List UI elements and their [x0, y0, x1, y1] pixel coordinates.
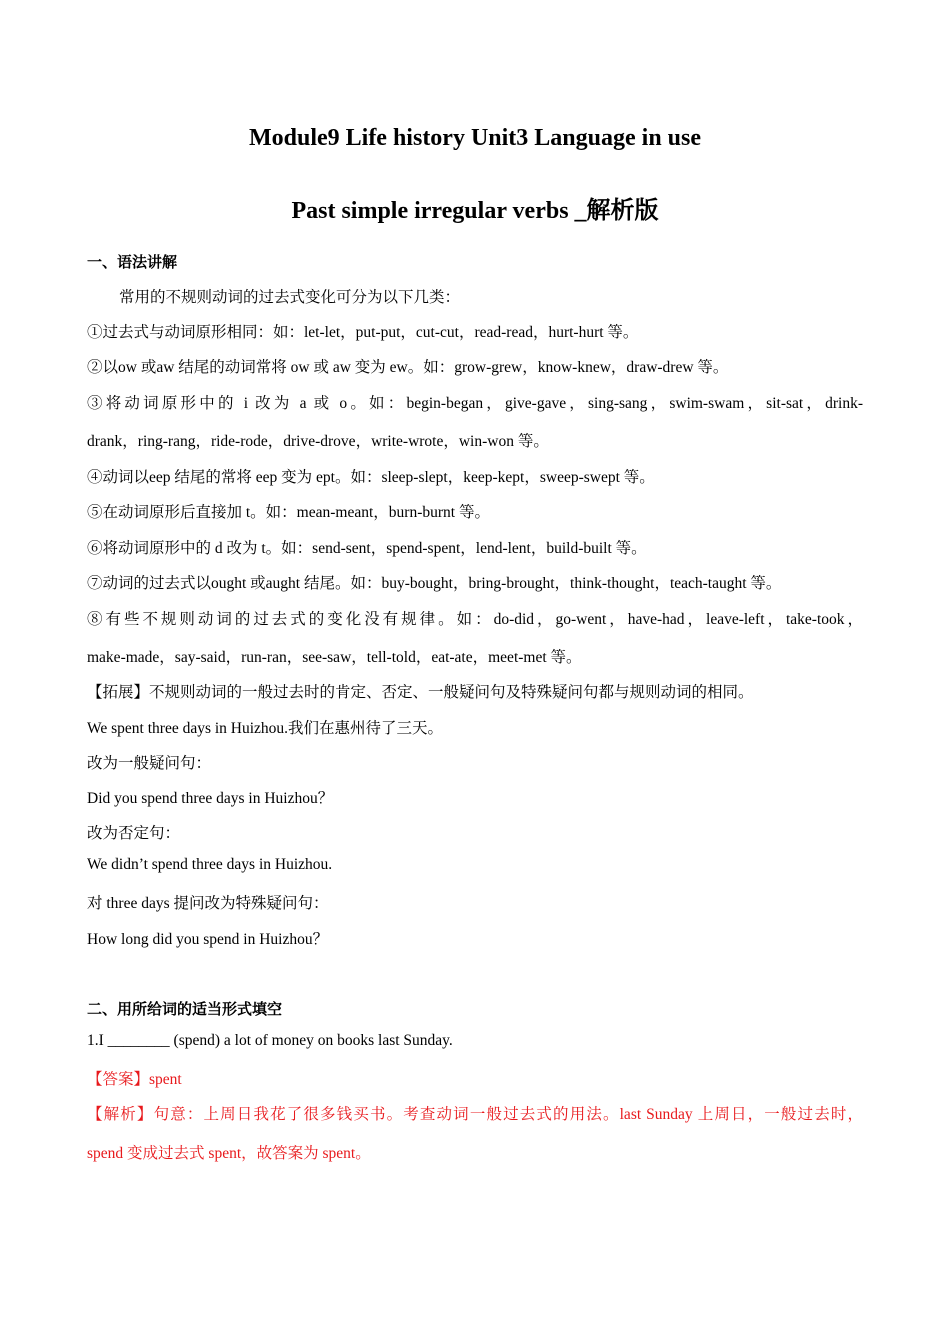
negative-sentence: We didn’t spend three days in Huizhou.	[87, 856, 333, 873]
section-heading-exercise: 二、用所给词的适当形式填空	[87, 1000, 283, 1018]
example-sentence: We spent three days in Huizhou.我们在惠州待了三天。	[87, 720, 444, 737]
rule-line: ⑥将动词原形中的 d 改为 t。如：send-sent，spend-spent，lend-lent，build-built 等。	[87, 540, 647, 557]
rule-line: ⑧有些不规则动词的过去式的变化没有规律。如：do-did，go-went，have-had，leave-left，take-took，	[87, 611, 863, 628]
analysis-line: 【解析】句意：上周日我花了很多钱买书。考查动词一般过去式的用法。last Sunday 上周日，一般过去时，	[87, 1106, 863, 1123]
analysis-line: spend 变成过去式 spent，故答案为 spent。	[87, 1145, 371, 1162]
wh-question-sentence: How long did you spend in Huizhou？	[87, 931, 329, 948]
rule-line: make-made，say-said，run-ran，see-saw，tell-told，eat-ate，meet-met 等。	[87, 649, 582, 666]
wh-question-label: 对 three days 提问改为特殊疑问句：	[87, 895, 329, 912]
document-subtitle: Past simple irregular verbs _解析版	[291, 198, 659, 224]
rule-line: ④动词以eep 结尾的常将 eep 变为 ept。如：sleep-slept，keep-kept，sweep-swept 等。	[87, 469, 655, 486]
negative-label: 改为否定句：	[87, 825, 181, 842]
question-sentence: Did you spend three days in Huizhou？	[87, 790, 334, 807]
extension-note: 【拓展】不规则动词的一般过去时的肯定、否定、一般疑问句及特殊疑问句都与规则动词的相同。	[87, 684, 754, 701]
rule-line: ②以ow 或aw 结尾的动词常将 ow 或 aw 变为 ew。如：grow-grew，know-knew，draw-drew 等。	[87, 359, 729, 376]
rule-line: ①过去式与动词原形相同：如：let-let，put-put，cut-cut，read-read，hurt-hurt 等。	[87, 324, 639, 341]
question-label: 改为一般疑问句：	[87, 755, 212, 772]
intro-paragraph: 常用的不规则动词的过去式变化可分为以下几类：	[119, 289, 461, 306]
rule-line: ③将动词原形中的 i 改为 a 或 o。如：begin-began，give-gave，sing-sang，swim-swam，sit-sat，drink-	[87, 395, 863, 412]
section-heading-grammar: 一、语法讲解	[87, 253, 178, 271]
answer-line: 【答案】spent	[87, 1071, 182, 1088]
rule-line: drank，ring-rang，ride-rode，drive-drove，write-wrote，win-won 等。	[87, 433, 549, 450]
rule-line: ⑦动词的过去式以ought 或aught 结尾。如：buy-bought，bring-brought，think-thought，teach-taught 等。	[87, 575, 782, 592]
rule-line: ⑤在动词原形后直接加 t。如：mean-meant，burn-burnt 等。	[87, 504, 490, 521]
exercise-question: 1.I ________ (spend) a lot of money on books last Sunday.	[87, 1032, 453, 1049]
document-title: Module9 Life history Unit3 Language in use	[248, 125, 702, 151]
